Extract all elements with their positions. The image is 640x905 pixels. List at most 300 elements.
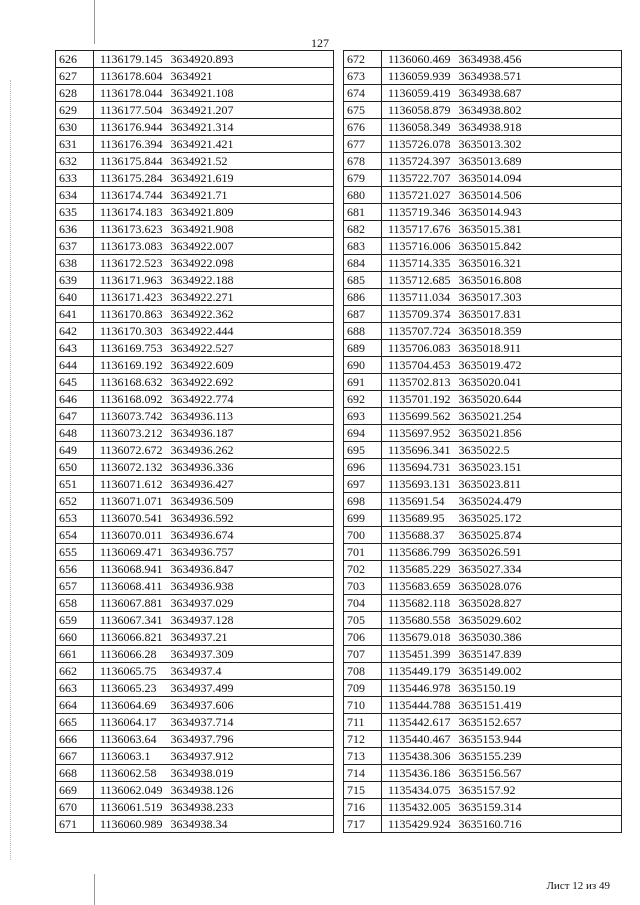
table-row <box>344 289 622 306</box>
point-number-cell: 653 <box>56 510 94 527</box>
x-coordinate-cell: 1135451.399 <box>382 646 459 663</box>
x-coordinate-cell: 1136068.941 <box>94 561 171 578</box>
y-coordinate-cell: 3635026.591 <box>459 544 622 561</box>
point-number-cell: 643 <box>56 340 94 357</box>
table-row <box>56 255 334 272</box>
x-coordinate-cell: 1136173.083 <box>94 238 171 255</box>
point-number-cell: 678 <box>344 153 382 170</box>
x-coordinate-cell: 1135699.562 <box>382 408 459 425</box>
coordinates-table-right <box>343 50 622 833</box>
point-number-cell: 628 <box>56 85 94 102</box>
y-coordinate-cell: 3635017.831 <box>459 306 622 323</box>
point-number-cell: 712 <box>344 731 382 748</box>
point-number-cell: 671 <box>56 816 94 833</box>
point-number-cell: 717 <box>344 816 382 833</box>
point-number-cell: 705 <box>344 612 382 629</box>
table-row <box>344 119 622 136</box>
y-coordinate-cell: 3634937.029 <box>171 595 334 612</box>
table-row <box>344 612 622 629</box>
table-row <box>56 612 334 629</box>
y-coordinate-cell: 3634937.912 <box>171 748 334 765</box>
table-row <box>344 306 622 323</box>
y-coordinate-cell: 3635020.041 <box>459 374 622 391</box>
table-row <box>344 646 622 663</box>
y-coordinate-cell: 3635023.151 <box>459 459 622 476</box>
table-row <box>56 782 334 799</box>
x-coordinate-cell: 1135442.617 <box>382 714 459 731</box>
table-row <box>344 595 622 612</box>
y-coordinate-cell: 3635155.239 <box>459 748 622 765</box>
point-number-cell: 711 <box>344 714 382 731</box>
point-number-cell: 673 <box>344 68 382 85</box>
y-coordinate-cell: 3635013.689 <box>459 153 622 170</box>
point-number-cell: 685 <box>344 272 382 289</box>
x-coordinate-cell: 1136063.1 <box>94 748 171 765</box>
x-coordinate-cell: 1136169.192 <box>94 357 171 374</box>
coordinates-table-left <box>55 50 334 833</box>
point-number-cell: 698 <box>344 493 382 510</box>
point-number-cell: 641 <box>56 306 94 323</box>
table-row <box>56 680 334 697</box>
y-coordinate-cell: 3634937.21 <box>171 629 334 646</box>
y-coordinate-cell: 3634922.527 <box>171 340 334 357</box>
x-coordinate-cell: 1135722.707 <box>382 170 459 187</box>
table-row <box>56 408 334 425</box>
x-coordinate-cell: 1135679.018 <box>382 629 459 646</box>
point-number-cell: 697 <box>344 476 382 493</box>
x-coordinate-cell: 1136071.071 <box>94 493 171 510</box>
y-coordinate-cell: 3635152.657 <box>459 714 622 731</box>
x-coordinate-cell: 1136169.753 <box>94 340 171 357</box>
y-coordinate-cell: 3634936.592 <box>171 510 334 527</box>
x-coordinate-cell: 1135685.229 <box>382 561 459 578</box>
y-coordinate-cell: 3634938.126 <box>171 782 334 799</box>
x-coordinate-cell: 1135709.374 <box>382 306 459 323</box>
point-number-cell: 704 <box>344 595 382 612</box>
y-coordinate-cell: 3634936.847 <box>171 561 334 578</box>
y-coordinate-cell: 3634938.571 <box>459 68 622 85</box>
x-coordinate-cell: 1136065.23 <box>94 680 171 697</box>
table-row <box>344 408 622 425</box>
table-row <box>56 238 334 255</box>
x-coordinate-cell: 1135691.54 <box>382 493 459 510</box>
y-coordinate-cell: 3634922.271 <box>171 289 334 306</box>
point-number-cell: 701 <box>344 544 382 561</box>
y-coordinate-cell: 3635027.334 <box>459 561 622 578</box>
y-coordinate-cell: 3635021.856 <box>459 425 622 442</box>
x-coordinate-cell: 1136174.183 <box>94 204 171 221</box>
y-coordinate-cell: 3635014.943 <box>459 204 622 221</box>
x-coordinate-cell: 1136171.423 <box>94 289 171 306</box>
point-number-cell: 696 <box>344 459 382 476</box>
x-coordinate-cell: 1135682.118 <box>382 595 459 612</box>
y-coordinate-cell: 3634922.692 <box>171 374 334 391</box>
x-coordinate-cell: 1135434.075 <box>382 782 459 799</box>
x-coordinate-cell: 1136072.672 <box>94 442 171 459</box>
point-number-cell: 715 <box>344 782 382 799</box>
point-number-cell: 637 <box>56 238 94 255</box>
y-coordinate-cell: 3635023.811 <box>459 476 622 493</box>
point-number-cell: 716 <box>344 799 382 816</box>
point-number-cell: 709 <box>344 680 382 697</box>
point-number-cell: 662 <box>56 663 94 680</box>
point-number-cell: 661 <box>56 646 94 663</box>
y-coordinate-cell: 3634937.128 <box>171 612 334 629</box>
x-coordinate-cell: 1136066.821 <box>94 629 171 646</box>
point-number-cell: 665 <box>56 714 94 731</box>
y-coordinate-cell: 3634937.796 <box>171 731 334 748</box>
table-row <box>56 68 334 85</box>
x-coordinate-cell: 1136168.632 <box>94 374 171 391</box>
point-number-cell: 677 <box>344 136 382 153</box>
y-coordinate-cell: 3634922.609 <box>171 357 334 374</box>
point-number-cell: 627 <box>56 68 94 85</box>
table-row <box>344 527 622 544</box>
table-row <box>56 493 334 510</box>
table-row <box>56 714 334 731</box>
y-coordinate-cell: 3634921.619 <box>171 170 334 187</box>
point-number-cell: 713 <box>344 748 382 765</box>
y-coordinate-cell: 3635024.479 <box>459 493 622 510</box>
point-number-cell: 706 <box>344 629 382 646</box>
table-row <box>344 221 622 238</box>
y-coordinate-cell: 3635014.094 <box>459 170 622 187</box>
y-coordinate-cell: 3634937.606 <box>171 697 334 714</box>
x-coordinate-cell: 1136066.28 <box>94 646 171 663</box>
x-coordinate-cell: 1136061.519 <box>94 799 171 816</box>
y-coordinate-cell: 3635159.314 <box>459 799 622 816</box>
y-coordinate-cell: 3634937.4 <box>171 663 334 680</box>
table-row <box>344 272 622 289</box>
table-row <box>56 221 334 238</box>
x-coordinate-cell: 1136059.419 <box>382 85 459 102</box>
table-row <box>344 782 622 799</box>
table-row <box>56 170 334 187</box>
table-row <box>56 663 334 680</box>
y-coordinate-cell: 3634922.774 <box>171 391 334 408</box>
x-coordinate-cell: 1136168.092 <box>94 391 171 408</box>
point-number-cell: 648 <box>56 425 94 442</box>
table-row <box>344 102 622 119</box>
point-number-cell: 694 <box>344 425 382 442</box>
point-number-cell: 652 <box>56 493 94 510</box>
point-number-cell: 635 <box>56 204 94 221</box>
point-number-cell: 649 <box>56 442 94 459</box>
table-row <box>344 629 622 646</box>
y-coordinate-cell: 3634921.108 <box>171 85 334 102</box>
y-coordinate-cell: 3635151.419 <box>459 697 622 714</box>
table-row <box>56 561 334 578</box>
scan-edge-marks <box>10 80 12 860</box>
y-coordinate-cell: 3634937.714 <box>171 714 334 731</box>
point-number-cell: 683 <box>344 238 382 255</box>
y-coordinate-cell: 3634921.809 <box>171 204 334 221</box>
x-coordinate-cell: 1136062.049 <box>94 782 171 799</box>
y-coordinate-cell: 3634921 <box>171 68 334 85</box>
y-coordinate-cell: 3635015.842 <box>459 238 622 255</box>
point-number-cell: 687 <box>344 306 382 323</box>
point-number-cell: 669 <box>56 782 94 799</box>
y-coordinate-cell: 3635025.172 <box>459 510 622 527</box>
x-coordinate-cell: 1135686.799 <box>382 544 459 561</box>
point-number-cell: 632 <box>56 153 94 170</box>
table-row <box>56 765 334 782</box>
table-row <box>56 272 334 289</box>
point-number-cell: 631 <box>56 136 94 153</box>
table-row <box>56 374 334 391</box>
y-coordinate-cell: 3634937.499 <box>171 680 334 697</box>
x-coordinate-cell: 1135719.346 <box>382 204 459 221</box>
y-coordinate-cell: 3635149.002 <box>459 663 622 680</box>
x-coordinate-cell: 1136060.989 <box>94 816 171 833</box>
x-coordinate-cell: 1135706.083 <box>382 340 459 357</box>
point-number-cell: 650 <box>56 459 94 476</box>
point-number-cell: 714 <box>344 765 382 782</box>
point-number-cell: 645 <box>56 374 94 391</box>
table-row <box>56 578 334 595</box>
point-number-cell: 682 <box>344 221 382 238</box>
x-coordinate-cell: 1135716.006 <box>382 238 459 255</box>
point-number-cell: 654 <box>56 527 94 544</box>
x-coordinate-cell: 1136172.523 <box>94 255 171 272</box>
point-number-cell: 703 <box>344 578 382 595</box>
x-coordinate-cell: 1136070.541 <box>94 510 171 527</box>
table-row <box>56 340 334 357</box>
x-coordinate-cell: 1135693.131 <box>382 476 459 493</box>
point-number-cell: 674 <box>344 85 382 102</box>
point-number-cell: 629 <box>56 102 94 119</box>
point-number-cell: 681 <box>344 204 382 221</box>
x-coordinate-cell: 1135711.034 <box>382 289 459 306</box>
point-number-cell: 668 <box>56 765 94 782</box>
x-coordinate-cell: 1135724.397 <box>382 153 459 170</box>
x-coordinate-cell: 1135694.731 <box>382 459 459 476</box>
y-coordinate-cell: 3635028.827 <box>459 595 622 612</box>
table-row <box>56 306 334 323</box>
y-coordinate-cell: 3635013.302 <box>459 136 622 153</box>
x-coordinate-cell: 1136175.284 <box>94 170 171 187</box>
y-coordinate-cell: 3635150.19 <box>459 680 622 697</box>
x-coordinate-cell: 1135714.335 <box>382 255 459 272</box>
y-coordinate-cell: 3634921.52 <box>171 153 334 170</box>
point-number-cell: 691 <box>344 374 382 391</box>
table-row <box>344 476 622 493</box>
point-number-cell: 708 <box>344 663 382 680</box>
table-row <box>344 170 622 187</box>
table-row <box>56 187 334 204</box>
point-number-cell: 644 <box>56 357 94 374</box>
point-number-cell: 695 <box>344 442 382 459</box>
x-coordinate-cell: 1135707.724 <box>382 323 459 340</box>
table-row <box>344 748 622 765</box>
y-coordinate-cell: 3635160.716 <box>459 816 622 833</box>
x-coordinate-cell: 1135683.659 <box>382 578 459 595</box>
y-coordinate-cell: 3635016.808 <box>459 272 622 289</box>
x-coordinate-cell: 1135440.467 <box>382 731 459 748</box>
y-coordinate-cell: 3634921.314 <box>171 119 334 136</box>
table-row <box>56 153 334 170</box>
table-row <box>344 357 622 374</box>
table-row <box>56 459 334 476</box>
y-coordinate-cell: 3634921.71 <box>171 187 334 204</box>
y-coordinate-cell: 3634936.262 <box>171 442 334 459</box>
y-coordinate-cell: 3634938.019 <box>171 765 334 782</box>
table-row <box>56 51 334 68</box>
x-coordinate-cell: 1136073.212 <box>94 425 171 442</box>
table-row <box>344 510 622 527</box>
x-coordinate-cell: 1136064.17 <box>94 714 171 731</box>
x-coordinate-cell: 1136174.744 <box>94 187 171 204</box>
y-coordinate-cell: 3635018.359 <box>459 323 622 340</box>
y-coordinate-cell: 3634922.444 <box>171 323 334 340</box>
x-coordinate-cell: 1136173.623 <box>94 221 171 238</box>
y-coordinate-cell: 3635153.944 <box>459 731 622 748</box>
x-coordinate-cell: 1135712.685 <box>382 272 459 289</box>
table-row <box>344 68 622 85</box>
table-row <box>56 544 334 561</box>
table-row <box>56 357 334 374</box>
x-coordinate-cell: 1136176.394 <box>94 136 171 153</box>
point-number-cell: 663 <box>56 680 94 697</box>
y-coordinate-cell: 3635147.839 <box>459 646 622 663</box>
x-coordinate-cell: 1136069.471 <box>94 544 171 561</box>
x-coordinate-cell: 1135701.192 <box>382 391 459 408</box>
table-row <box>344 374 622 391</box>
point-number-cell: 672 <box>344 51 382 68</box>
y-coordinate-cell: 3634936.938 <box>171 578 334 595</box>
point-number-cell: 686 <box>344 289 382 306</box>
table-row <box>56 391 334 408</box>
y-coordinate-cell: 3635019.472 <box>459 357 622 374</box>
y-coordinate-cell: 3635156.567 <box>459 765 622 782</box>
x-coordinate-cell: 1136058.349 <box>382 119 459 136</box>
point-number-cell: 630 <box>56 119 94 136</box>
table-row <box>344 459 622 476</box>
point-number-cell: 655 <box>56 544 94 561</box>
y-coordinate-cell: 3635025.874 <box>459 527 622 544</box>
table-row <box>56 85 334 102</box>
point-number-cell: 642 <box>56 323 94 340</box>
x-coordinate-cell: 1136072.132 <box>94 459 171 476</box>
table-row <box>56 204 334 221</box>
table-row <box>344 544 622 561</box>
point-number-cell: 688 <box>344 323 382 340</box>
x-coordinate-cell: 1136064.69 <box>94 697 171 714</box>
point-number-cell: 640 <box>56 289 94 306</box>
y-coordinate-cell: 3635015.381 <box>459 221 622 238</box>
point-number-cell: 639 <box>56 272 94 289</box>
table-row <box>344 697 622 714</box>
x-coordinate-cell: 1135697.952 <box>382 425 459 442</box>
x-coordinate-cell: 1135704.453 <box>382 357 459 374</box>
point-number-cell: 700 <box>344 527 382 544</box>
table-row <box>56 136 334 153</box>
x-coordinate-cell: 1135429.924 <box>382 816 459 833</box>
table-row <box>344 153 622 170</box>
y-coordinate-cell: 3634936.113 <box>171 408 334 425</box>
y-coordinate-cell: 3635157.92 <box>459 782 622 799</box>
margin-line-bottom <box>94 874 95 905</box>
x-coordinate-cell: 1136073.742 <box>94 408 171 425</box>
point-number-cell: 675 <box>344 102 382 119</box>
table-row <box>344 765 622 782</box>
x-coordinate-cell: 1136171.963 <box>94 272 171 289</box>
point-number-cell: 659 <box>56 612 94 629</box>
point-number-cell: 679 <box>344 170 382 187</box>
table-row <box>344 816 622 833</box>
table-row <box>344 578 622 595</box>
point-number-cell: 638 <box>56 255 94 272</box>
table-row <box>56 697 334 714</box>
point-number-cell: 660 <box>56 629 94 646</box>
x-coordinate-cell: 1135726.078 <box>382 136 459 153</box>
point-number-cell: 656 <box>56 561 94 578</box>
point-number-cell: 693 <box>344 408 382 425</box>
table-row <box>56 748 334 765</box>
point-number-cell: 634 <box>56 187 94 204</box>
table-row <box>344 85 622 102</box>
table-row <box>344 493 622 510</box>
y-coordinate-cell: 3634936.427 <box>171 476 334 493</box>
y-coordinate-cell: 3634938.802 <box>459 102 622 119</box>
point-number-cell: 689 <box>344 340 382 357</box>
x-coordinate-cell: 1136063.64 <box>94 731 171 748</box>
y-coordinate-cell: 3635030.386 <box>459 629 622 646</box>
table-row <box>344 323 622 340</box>
x-coordinate-cell: 1136067.341 <box>94 612 171 629</box>
table-row <box>56 595 334 612</box>
point-number-cell: 676 <box>344 119 382 136</box>
x-coordinate-cell: 1135444.788 <box>382 697 459 714</box>
x-coordinate-cell: 1136176.944 <box>94 119 171 136</box>
point-number-cell: 646 <box>56 391 94 408</box>
table-row <box>56 646 334 663</box>
y-coordinate-cell: 3634936.509 <box>171 493 334 510</box>
x-coordinate-cell: 1135717.676 <box>382 221 459 238</box>
x-coordinate-cell: 1136170.863 <box>94 306 171 323</box>
y-coordinate-cell: 3634938.687 <box>459 85 622 102</box>
table-row <box>344 255 622 272</box>
x-coordinate-cell: 1136059.939 <box>382 68 459 85</box>
sheet-label: Лист 12 из 49 <box>546 880 610 892</box>
y-coordinate-cell: 3634938.918 <box>459 119 622 136</box>
x-coordinate-cell: 1136170.303 <box>94 323 171 340</box>
y-coordinate-cell: 3634938.456 <box>459 51 622 68</box>
table-row <box>56 102 334 119</box>
y-coordinate-cell: 3635020.644 <box>459 391 622 408</box>
y-coordinate-cell: 3634936.187 <box>171 425 334 442</box>
table-row <box>56 425 334 442</box>
point-number-cell: 647 <box>56 408 94 425</box>
point-number-cell: 699 <box>344 510 382 527</box>
point-number-cell: 666 <box>56 731 94 748</box>
table-row <box>56 119 334 136</box>
y-coordinate-cell: 3635022.5 <box>459 442 622 459</box>
x-coordinate-cell: 1136177.504 <box>94 102 171 119</box>
table-row <box>344 425 622 442</box>
y-coordinate-cell: 3635017.303 <box>459 289 622 306</box>
y-coordinate-cell: 3634937.309 <box>171 646 334 663</box>
table-row <box>56 510 334 527</box>
table-row <box>56 629 334 646</box>
table-row <box>344 51 622 68</box>
y-coordinate-cell: 3634922.362 <box>171 306 334 323</box>
point-number-cell: 626 <box>56 51 94 68</box>
point-number-cell: 633 <box>56 170 94 187</box>
table-row <box>344 442 622 459</box>
y-coordinate-cell: 3635014.506 <box>459 187 622 204</box>
x-coordinate-cell: 1135696.341 <box>382 442 459 459</box>
